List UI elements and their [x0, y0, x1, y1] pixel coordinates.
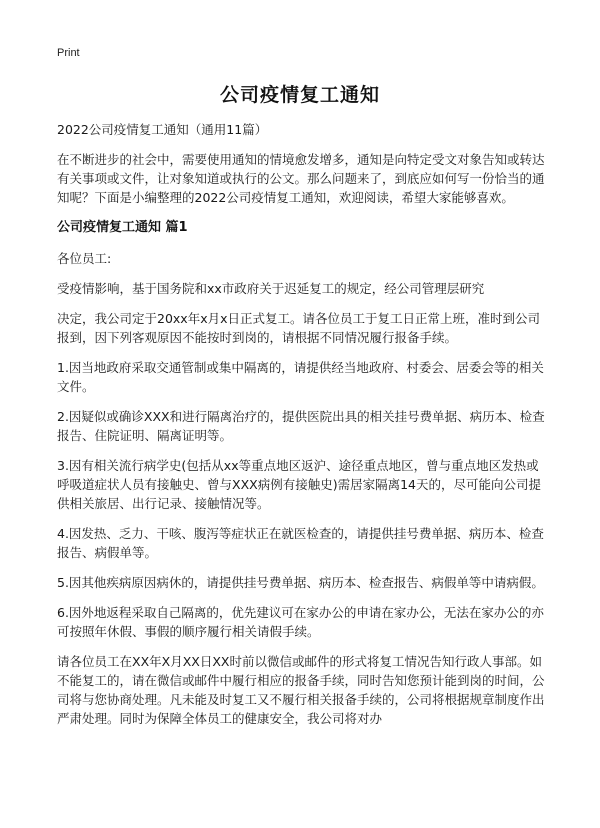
document-subtitle: 2022公司疫情复工通知（通用11篇） [57, 122, 268, 137]
list-item: 4.因发热、乏力、干咳、腹泻等症状正在就医检查的，请提供挂号费单据、病历本、检查报告、病假单等。 [57, 526, 544, 560]
list-item: 2.因疑似或确诊XXX和进行隔离治疗的，提供医院出具的相关挂号费单据、病历本、检查报告、住院证明、隔离证明等。 [57, 409, 545, 443]
list-item: 6.因外地返程采取自己隔离的，优先建议可在家办公的申请在家办公，无法在家办公的亦可按照年休假、事假的顺序履行相关请假手续。 [57, 605, 544, 639]
print-label: Print [57, 47, 80, 59]
intro-paragraph: 在不断进步的社会中，需要使用通知的情境愈发增多，通知是向特定受文对象告知或转达有关事项或文件，让对象知道或执行的公文。那么问题来了，到底应如何写一份恰当的通知呢？下面是小编整理的2022公司疫情复工通知，欢迎阅读，希望大家能够喜欢。 [57, 152, 545, 205]
list-item: 5.因其他疾病原因病休的，请提供挂号费单据、病历本、检查报告、病假单等中请病假。 [57, 575, 544, 590]
section-heading: 公司疫情复工通知 篇1 [57, 220, 188, 235]
body-paragraph: 受疫情影响，基于国务院和xx市政府关于迟延复工的规定，经公司管理层研究 [57, 281, 485, 296]
greeting: 各位员工: [57, 251, 112, 266]
document-body [57, 120, 547, 739]
list-item: 1.因当地政府采取交通管制或集中隔离的，请提供经当地政府、村委会、居委会等的相关文件。 [57, 360, 544, 394]
list-item: 3.因有相关流行病学史(包括从xx等重点地区返沪、途径重点地区，曾与重点地区发热或呼吸道症状人员有接触史、曾与XXX病例有接触史)需居家隔离14天的，尽可能向公司提供相关旅居、出行记录、接触情况等。 [57, 458, 541, 511]
document-title: 公司疫情复工通知 [219, 84, 380, 106]
body-paragraph: 请各位员工在XX年X月XX日XX时前以微信或邮件的形式将复工情况告知行政人事部。如不能复工的，请在微信或邮件中履行相应的报备手续，同时告知您预计能到岗的时间，公司将与您协商处理。凡未能及时复工又不履行相关报备手续的，公司将根据规章制度作出严肃处理。同时为保障全体员工的健康安全，我公司将对办 [57, 654, 545, 726]
body-paragraph: 决定，我公司定于20xx年x月x日正式复工。请各位员工于复工日正常上班，准时到公司报到，因下列客观原因不能按时到岗的，请根据不同情况履行报备手续。 [57, 311, 540, 345]
